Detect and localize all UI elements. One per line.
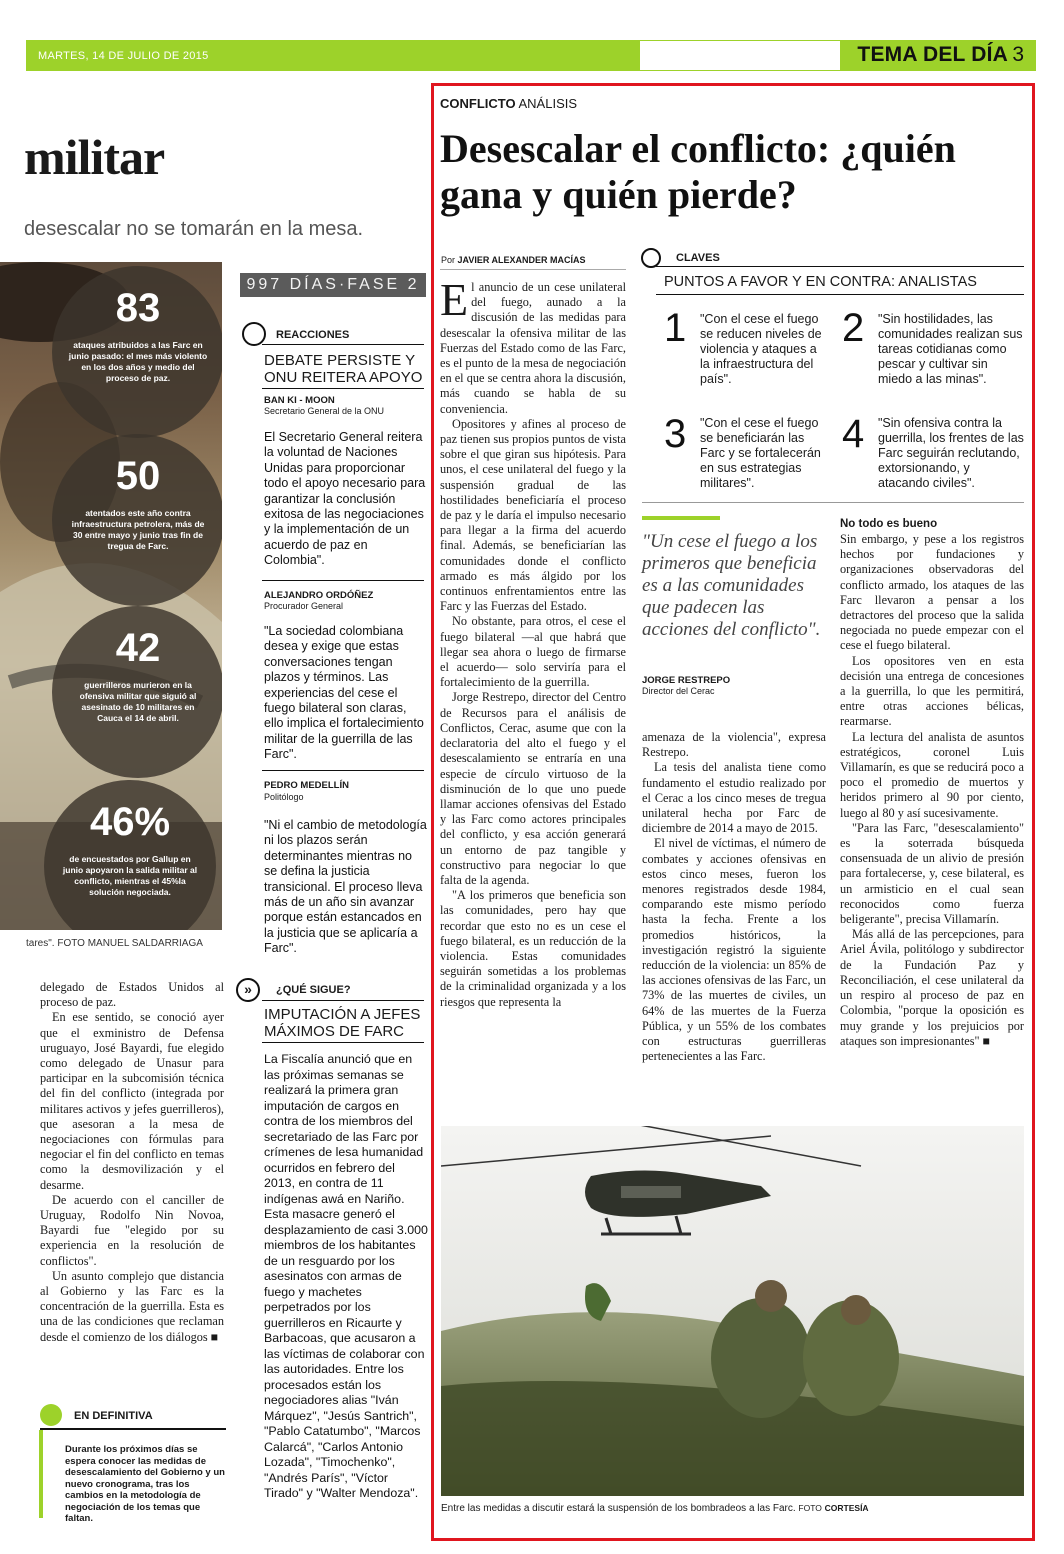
divider — [262, 344, 424, 345]
source-name: BAN KI - MOON — [264, 395, 335, 406]
paragraph: Los opositores ven en esta decisión una entrega de concesiones a la guerrilla, lo que les permitirá, entre otras acciones bélicas, rearmarse. — [840, 653, 1024, 729]
divider — [440, 269, 626, 270]
stat-number: 42 — [115, 626, 161, 670]
byline — [441, 255, 586, 265]
paragraph: "A los primeros que beneficia son las comunidades, pero hay que recordar que esto no es un cese el fuego bilateral, es un reducción de la violencia. Estas comunidades seguirán sometidas a los problemas de la criminalidad organizada y a los riesgos que representa la — [440, 888, 626, 1009]
credit-name: CORTESÍA — [824, 1503, 869, 1513]
divider — [262, 770, 424, 771]
divider — [262, 1042, 424, 1043]
paragraph: Opositores y afines al proceso de paz tienen sus propios puntos de vista sobre el que giran sus hipótesis. Para unos, el cese unilateral del fuego y la suspensión gradual de las hostilidades beneficiaría el proceso de paz y le daría el impulso necesario para llegar a la firma del acuerdo final. Además, se beneficiarían las comunidades donde el conflicto armado es más álgido por los continuos enfrentamientos entre las Farc y las Fuerzas del Estado. — [440, 416, 626, 614]
paragraph: La tesis del analista tiene como fundamento el estudio realizado por el Cerac a los cinco meses de tregua unilateral hecha por Farc de diciembre de 2014 a mayo de 2015. — [642, 760, 826, 836]
divider — [262, 388, 424, 389]
paragraph: "Para las Farc, "desescalamiento" es la soterrada búsqueda consensuada de un alivio de presión para fortalecerse, y, cese bilateral, es un armisticio en el cual sean reconocidos como fuerza beligerante", precisa Villamarín. — [840, 820, 1024, 927]
paragraph: La lectura del analista de asuntos estratégicos, coronel Luis Villamarín, es que se reducirá poco a poco el promedio de muertos y heridos primero al 90 por ciento, luego al 80 y así sucesivamente. — [840, 729, 1024, 820]
chevron-right-icon: » — [236, 978, 260, 1002]
paragraph: En ese sentido, se conoció ayer que el exministro de Defensa uruguayo, José Bayardi, fue elegido como delegado de Unasur para participar en la subcomisión técnica del fin del conflicto (integrada por militares activos y jefes guerrilleros), que asesoran a la mesa de negociaciones con fórmulas para negociar el fin del conflicto en temas como la desmovilización y el desarme. — [40, 1010, 224, 1192]
reacciones-icon — [242, 322, 266, 346]
clave-text: "Sin ofensiva contra la guerrilla, los frentes de las Farc seguirán reclutando, extorsionando, y atacando civiles". — [878, 416, 1024, 490]
divider — [656, 266, 1024, 267]
kicker-section: CONFLICTO — [440, 96, 516, 111]
divider — [262, 580, 424, 581]
subheading: No todo es bueno — [840, 518, 938, 530]
source-name: ALEJANDRO ORDÓÑEZ — [264, 590, 374, 601]
stat-number: 50 — [115, 454, 161, 498]
clave-number: 2 — [842, 306, 865, 350]
dias-fase-badge: 997 DÍAS·FASE 2 — [240, 273, 426, 297]
clave-number: 4 — [842, 412, 865, 456]
en-definitiva-box — [39, 1430, 231, 1524]
article-headline: Desescalar el conflicto: ¿quién gana y quién pierde? — [440, 126, 956, 217]
puzzle-icon — [641, 248, 661, 268]
paragraph: No obstante, para otros, el cese el fuego bilateral —al que habrá que llegar sea ahora o luego de firmarse el acuerdo— solo serviría para el fortalecimiento de la guerrilla. — [440, 614, 626, 690]
lead-text: l anuncio de un cese unilateral del fuego, aunado a la discusión de las medidas para desescalar la ofensiva militar de las Fuerzas del Estado como de las Farc, es el punto de la mesa de negociación en el que se centra ahora la discusión, más cuando se habla de su conveniencia. — [440, 280, 626, 416]
que-sigue-text: La Fiscalía anunció que en las próximas semanas se realizará la primera gran imputación de cargos en contra de los miembros del secretariado de las Farc por crímenes de lesa humanidad ocurridos en febrero del 2013, en contra de 11 indígenas awá en Nariño. Esta masacre generó el desplazamiento de casi 3.000 miembros de los habitantes de un resguardo por los asesinatos con armas de fuego y machetes perpetrados por los guerrilleros en Ricaurte y Barbacoas, que acusaron a las víctimas de colaborar con las autoridades. Entre los procesados están los negociadores alias "Iván Márquez", "Jesús Santrich", "Pablo Catatumbo", "Marcos Calarcá", "Carlos Antonio Lozada", "Timochenko", "Andrés París", "Víctor Tirado" y "Walter Mendoza". — [264, 1052, 428, 1500]
left-subhead-fragment: desescalar no se tomarán en la mesa. — [24, 218, 364, 240]
article-col-2 — [642, 730, 826, 1064]
paragraph: delegado de Estados Unidos al proceso de paz. — [40, 980, 224, 1010]
left-headline-fragment: militar — [24, 129, 165, 185]
paragraph: Jorge Restrepo, director del Centro de Recursos para el análisis de Conflictos, Cerac, asume que con la declaratoria del alto el fuego y el desescalamiento se entraría en una especie de círculo virtuoso de la disminución de lo que uno puede llamar acciones ofensivas del Estado y las Farc como actores principales del conflicto, y esa acción generará un entorno de paz tangible y constructivo para negociar lo que falta de la agenda. — [440, 690, 626, 887]
stat-number: 46% — [89, 800, 171, 844]
divider — [262, 1000, 424, 1001]
stat-text: de encuestados por Gallup en junio apoyaron la salida militar al conflicto, mientras el 45%la solución negociada. — [62, 854, 198, 897]
stat-card — [52, 434, 222, 606]
quote-author-role: Director del Cerac — [642, 686, 715, 696]
stat-text: atentados este año contra infraestructura petrolera, más de 30 entre mayo y junio tras fin de tregua de Farc. — [71, 508, 205, 551]
source-name: PEDRO MEDELLÍN — [264, 780, 349, 791]
reacciones-headline: DEBATE PERSISTE Y ONU REITERA APOYO — [264, 352, 423, 386]
paragraph: Más allá de las percepciones, para Ariel Ávila, politólogo y subdirector de la Fundación Paz y Reconciliación, el cese unilateral da un respiro al proceso de paz en Colombia, "porque la oposición es muy grande y los prejuicios por ataques son impresionantes" ■ — [840, 927, 1024, 1048]
article-kicker — [440, 96, 577, 111]
article-photo-caption — [441, 1503, 869, 1514]
pull-quote: "Un cese el fuego a los primeros que beneficia es a las comunidades que padecen las acciones del conflicto". — [642, 531, 821, 640]
left-photo-caption: tares". FOTO MANUEL SALDARRIAGA — [26, 938, 203, 949]
issue-date: MARTES, 14 DE JULIO DE 2015 — [38, 50, 209, 62]
source-role: Politólogo — [264, 792, 304, 802]
source-role: Procurador General — [264, 601, 344, 611]
source-role: Secretario General de la ONU — [264, 406, 385, 416]
reacciones-label: REACCIONES — [276, 329, 350, 341]
kicker-sub: ANÁLISIS — [518, 96, 578, 111]
divider — [642, 502, 1024, 503]
clave-number: 3 — [664, 412, 687, 456]
en-definitiva-text: Durante los próximos días se espera conocer las medidas de desescalamiento del Gobierno y un nuevo cronograma, tras los cambios en la metodología de negociación de los temas que faltan. — [65, 1444, 225, 1524]
en-definitiva-icon — [40, 1404, 62, 1426]
quote-accent — [642, 516, 720, 520]
paragraph — [440, 274, 626, 417]
paragraph: Un asunto complejo que distancia al Gobierno y las Farc es la concentración de la guerrilla. Esta es una de las condiciones que reclaman desde el comienzo de los diálogos ■ — [40, 1268, 224, 1344]
stat-number: 83 — [115, 286, 161, 330]
paragraph: El nivel de víctimas, el número de combates y acciones ofensivas en estos cinco meses, fueron los menores registrados desde 1984, comparando este mismo período hasta la fecha. Frente a los promedios históricos, la investigación registró la siguiente reducción de la violencia: un 85% de las acciones ofensivas de las Farc, un 73% de las muertes de civiles, un 64% de las muertes de la Fuerza Pública, y un 55% de los combates con estructuras guerrilleras pertenecientes a las Farc. — [642, 836, 826, 1064]
stat-card — [44, 780, 216, 930]
byline-prefix: Por — [441, 255, 456, 265]
drop-cap: E — [440, 274, 469, 325]
section-label: TEMA DEL DÍA — [857, 43, 1008, 66]
paragraph: De acuerdo con el canciller de Uruguay, Rodolfo Nin Novoa, Bayardi fue "elegido por su experiencia en la resolución de conflictos". — [40, 1192, 224, 1268]
left-body-text — [40, 980, 224, 1345]
que-sigue-label: ¿QUÉ SIGUE? — [276, 984, 351, 996]
clave-number: 1 — [664, 306, 687, 350]
clave-text: "Sin hostilidades, las comunidades realizan sus tareas cotidianas como pescar y cultivar sin miedo a las minas". — [878, 312, 1023, 386]
byline-author: JAVIER ALEXANDER MACÍAS — [457, 255, 586, 265]
helicopter-soldiers-illustration — [441, 1126, 1024, 1496]
en-definitiva-label: EN DEFINITIVA — [74, 1410, 153, 1422]
claves-headline: PUNTOS A FAVOR Y EN CONTRA: ANALISTAS — [664, 274, 977, 290]
stat-text: guerrilleros murieron en la ofensiva militar que siguió al asesinato de 10 militares en Cauca el 14 de abril. — [79, 680, 197, 723]
divider — [656, 294, 1024, 295]
clave-text: "Con el cese el fuego se beneficiarán las Farc y se fortalecerán en sus estrategias militares". — [700, 416, 821, 490]
article-col-1 — [440, 274, 626, 1010]
article-col-3 — [840, 532, 1024, 1049]
source-quote: "La sociedad colombiana desea y exige que estas conversaciones tengan plazos y términos. Las experiencias del cese el fuego bilateral son claras, ello implica el fortalecimiento militar de la guerrilla de las Farc". — [264, 624, 424, 762]
source-quote: "Ni el cambio de metodología ni los plazos serán determinantes mientras no se defina la justicia transicional. El proceso lleva más de un año sin avanzar porque están estancados en la justicia que se aplicaría a Farc". — [264, 818, 427, 956]
credit-prefix: FOTO — [798, 1503, 822, 1513]
stat-card — [52, 606, 222, 778]
section-tab — [640, 41, 840, 70]
paragraph: amenaza de la violencia", expresa Restrepo. — [642, 730, 826, 760]
paragraph: Sin embargo, y pese a los registros hechos por fundaciones y organizaciones observadoras del conflicto armado, los ataques de las Farc llevaron a pensar a los detractores del proceso que la salida negociada no puede empezar con el cese el fuego bilateral. — [840, 532, 1024, 653]
caption-text: Entre las medidas a discutir estará la suspensión de los bombradeos a las Farc. — [441, 1503, 796, 1514]
quote-author: JORGE RESTREPO — [642, 675, 731, 686]
left-photo — [0, 262, 222, 930]
page-number: 3 — [1012, 43, 1024, 66]
article-photo — [441, 1126, 1024, 1496]
source-quote: El Secretario General reitera la voluntad de Naciones Unidas para proporcionar todo el apoyo necesario para garantizar la conclusión exitosa de las negociaciones y la implementación de un acuerdo de paz en Colombia". — [264, 430, 426, 568]
claves-label: CLAVES — [676, 252, 720, 264]
header-bar — [26, 40, 1036, 71]
stat-text: ataques atribuidos a las Farc en junio pasado: el mes más violento en los dos años y medio del proceso de paz. — [68, 340, 208, 383]
stat-card — [52, 266, 222, 438]
clave-text: "Con el cese el fuego se reducen niveles de violencia y ataques a la infraestructura del país". — [700, 312, 822, 386]
que-sigue-headline: IMPUTACIÓN A JEFES MÁXIMOS DE FARC — [264, 1006, 421, 1040]
